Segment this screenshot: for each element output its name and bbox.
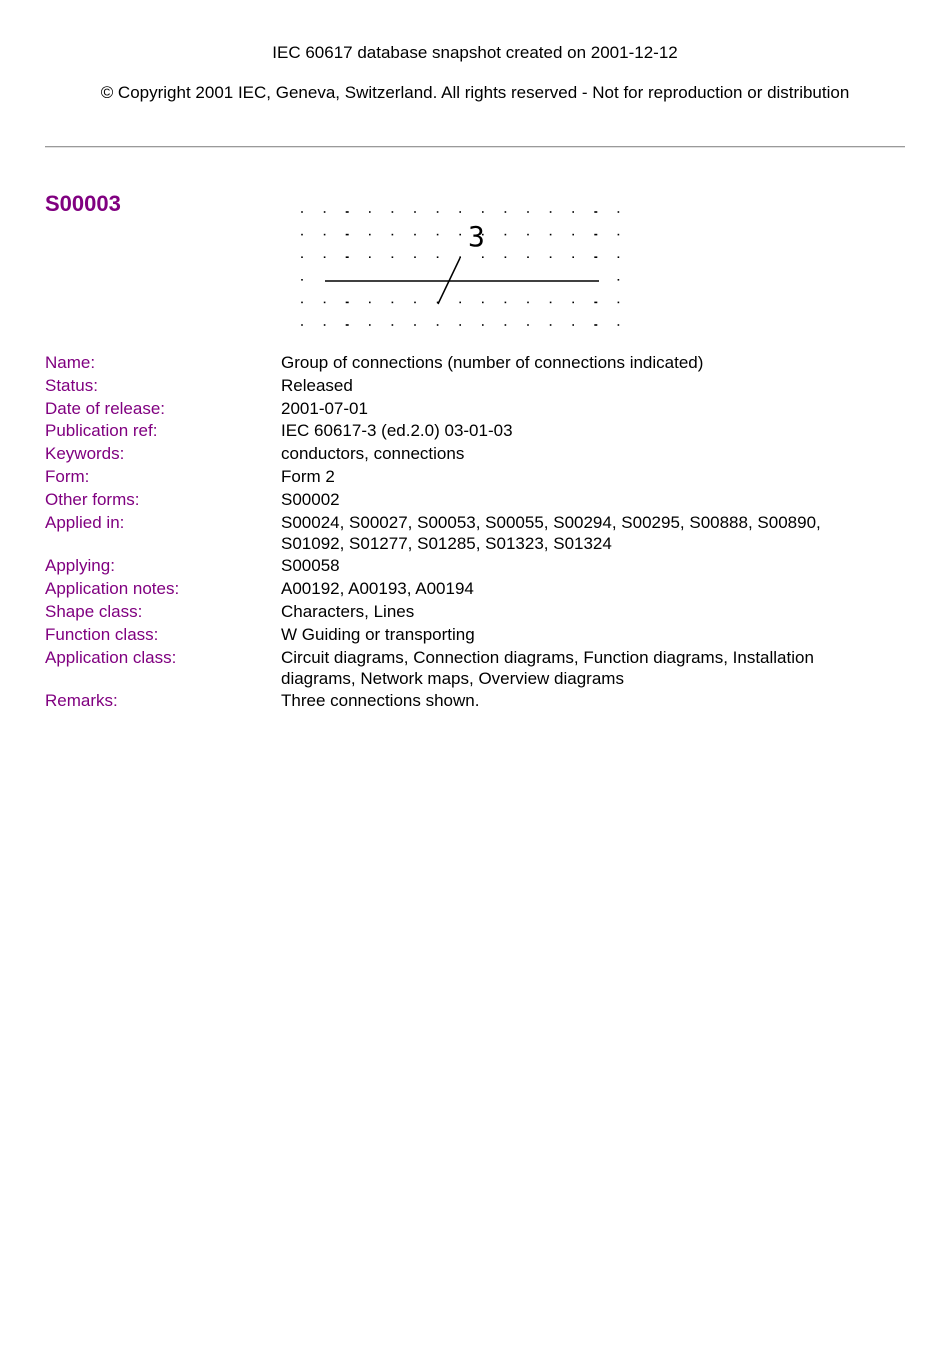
property-label: Date of release:: [45, 398, 166, 418]
grid-dot: [301, 279, 303, 281]
property-row-shape-class: [45, 601, 875, 622]
grid-dot: [301, 256, 303, 258]
grid-dot: [346, 234, 349, 236]
grid-dot: [550, 324, 552, 326]
grid-dot: [324, 234, 326, 236]
grid-dot: [505, 234, 507, 236]
snapshot-line: IEC 60617 database snapshot created on 2001-12-12: [272, 43, 678, 62]
grid-dot: [437, 234, 439, 236]
grid-dot: [527, 302, 529, 304]
grid-dot: [572, 211, 574, 213]
grid-dot: [572, 324, 574, 326]
property-label: Application class:: [45, 647, 177, 667]
property-row-other-forms: [45, 489, 875, 510]
property-row-form: [45, 466, 875, 487]
grid-dot: [414, 256, 416, 258]
grid-dot: [301, 302, 303, 304]
property-label: Shape class:: [45, 601, 143, 621]
grid-dot: [324, 324, 326, 326]
grid-dot: [459, 302, 461, 304]
grid-dot: [572, 234, 574, 236]
grid-dot: [369, 256, 371, 258]
property-value: 2001-07-01: [281, 398, 368, 418]
grid-dot: [594, 234, 597, 236]
grid-dot: [437, 324, 439, 326]
property-value: Form 2: [281, 466, 335, 486]
property-value: Characters, Lines: [281, 601, 415, 621]
grid-dot: [550, 234, 552, 236]
property-label: Publication ref:: [45, 421, 158, 441]
grid-dot: [594, 324, 597, 326]
property-label: Form:: [45, 466, 90, 486]
grid-dot: [437, 211, 439, 213]
grid-dot: [594, 256, 597, 258]
grid-dot: [346, 324, 349, 326]
grid-dot: [550, 302, 552, 304]
property-label: Status:: [45, 375, 98, 395]
grid-dot: [505, 211, 507, 213]
property-row-date: [45, 398, 875, 419]
grid-dot: [414, 324, 416, 326]
property-value: Circuit diagrams, Connection diagrams, Function diagrams, Installation diagrams, Network maps, Overview diagrams: [281, 647, 814, 688]
grid-dot: [618, 256, 620, 258]
grid-dot: [594, 211, 597, 213]
property-label: Keywords:: [45, 444, 125, 464]
grid-dot: [301, 211, 303, 213]
property-row-application-class: [45, 647, 875, 689]
property-row-name: [45, 352, 875, 373]
grid-dot: [505, 324, 507, 326]
grid-dot: [482, 302, 484, 304]
property-value: Group of connections (number of connections indicated): [281, 353, 704, 372]
property-label: Application notes:: [45, 579, 180, 599]
grid-dot: [550, 211, 552, 213]
property-value: Three connections shown.: [281, 691, 480, 711]
grid-dot: [459, 211, 461, 213]
grid-dot: [369, 234, 371, 236]
grid-dot: [459, 324, 461, 326]
grid-dot: [482, 324, 484, 326]
grid-dot: [346, 256, 349, 258]
grid-dot: [324, 302, 326, 304]
symbol-grid-dots: [301, 211, 619, 326]
header-divider: [45, 146, 905, 148]
grid-dot: [392, 256, 394, 258]
property-row-publication: [45, 420, 875, 441]
grid-dot: [482, 211, 484, 213]
property-value: A00192, A00193, A00194: [281, 579, 474, 599]
property-label: Name:: [45, 353, 96, 372]
grid-dot: [618, 302, 620, 304]
property-label: Function class:: [45, 624, 159, 644]
grid-dot: [618, 279, 620, 281]
grid-dot: [505, 256, 507, 258]
grid-dot: [505, 302, 507, 304]
grid-dot: [527, 211, 529, 213]
grid-dot: [392, 302, 394, 304]
grid-dot: [392, 324, 394, 326]
grid-dot: [459, 256, 461, 258]
grid-dot: [324, 256, 326, 258]
property-row-applying: [45, 555, 875, 576]
property-row-remarks: [45, 690, 875, 711]
property-label: Applied in:: [45, 512, 125, 532]
property-value: S00024, S00027, S00053, S00055, S00294, S00295, S00888, S00890, S01092, S01277, S01285, S01323, S01324: [281, 512, 821, 553]
grid-dot: [346, 302, 349, 304]
property-value: Released: [281, 375, 353, 395]
grid-dot: [437, 256, 439, 258]
property-value: S00002: [281, 489, 340, 509]
property-row-status: [45, 375, 875, 396]
symbol-id: S00003: [45, 191, 121, 216]
grid-dot: [572, 302, 574, 304]
grid-dot: [594, 302, 597, 304]
copyright-line: © Copyright 2001 IEC, Geneva, Switzerland. All rights reserved - Not for reproduction or distribution: [100, 83, 850, 102]
grid-dot: [482, 256, 484, 258]
grid-dot: [414, 302, 416, 304]
grid-dot: [618, 234, 620, 236]
grid-dot: [324, 211, 326, 213]
grid-dot: [346, 211, 349, 213]
grid-dot: [392, 234, 394, 236]
grid-dot: [527, 234, 529, 236]
connection-count: 3: [468, 220, 485, 253]
grid-dot: [369, 302, 371, 304]
grid-dot: [301, 324, 303, 326]
property-label: Remarks:: [45, 691, 118, 711]
property-value: IEC 60617-3 (ed.2.0) 03-01-03: [281, 421, 513, 441]
grid-dot: [392, 211, 394, 213]
properties-table: [45, 352, 875, 713]
grid-dot: [618, 324, 620, 326]
grid-dot: [527, 256, 529, 258]
group-of-connections-symbol: [290, 200, 635, 335]
property-value: W Guiding or transporting: [281, 624, 475, 644]
grid-dot: [550, 256, 552, 258]
grid-dot: [301, 234, 303, 236]
property-label: Applying:: [45, 556, 115, 576]
grid-dot: [414, 211, 416, 213]
property-row-applied-in: [45, 512, 875, 554]
property-value: S00058: [281, 556, 340, 576]
grid-dot: [572, 256, 574, 258]
property-row-application-notes: [45, 578, 875, 599]
grid-dot: [369, 211, 371, 213]
grid-dot: [527, 324, 529, 326]
property-label: Other forms:: [45, 489, 140, 509]
property-row-keywords: [45, 443, 875, 464]
grid-dot: [459, 234, 461, 236]
grid-dot: [414, 234, 416, 236]
grid-dot: [618, 211, 620, 213]
grid-dot: [369, 324, 371, 326]
property-value: conductors, connections: [281, 444, 465, 464]
property-row-function-class: [45, 624, 875, 645]
